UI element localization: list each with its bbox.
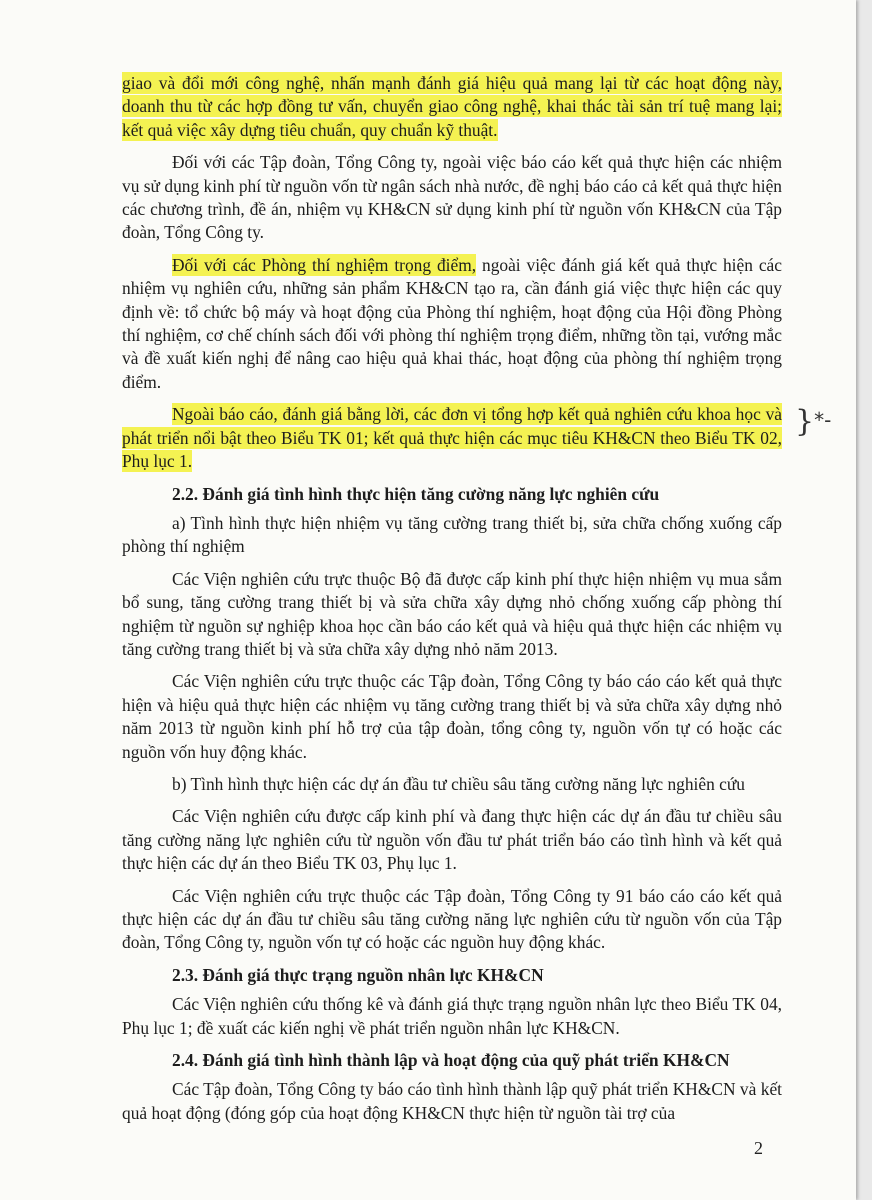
paragraph-item-b: b) Tình hình thực hiện các dự án đầu tư chiều sâu tăng cường năng lực nghiên cứu <box>172 773 745 794</box>
paragraph-key-labs <box>122 254 782 394</box>
page-number: 2 <box>754 1138 763 1158</box>
paragraph-development-fund: Các Tập đoàn, Tổng Công ty báo cáo tình hình thành lập quỹ phát triển KH&CN và kết quả hoạt động (đóng góp của hoạt động KH&CN thực hiện từ nguồn tài trợ của <box>122 1079 782 1123</box>
brace-mark: } <box>795 404 815 439</box>
paragraph-report-forms <box>122 403 782 473</box>
highlighted-text: Đối với các Phòng thí nghiệm trọng điểm, <box>172 254 477 275</box>
document-body <box>122 72 782 1134</box>
section-heading-2-2: 2.2. Đánh giá tình hình thực hiện tăng cường năng lực nghiên cứu <box>172 483 660 504</box>
section-heading-2-4: 2.4. Đánh giá tình hình thành lập và hoạt động của quỹ phát triển KH&CN <box>172 1050 730 1071</box>
margin-note-text: *- <box>814 408 832 432</box>
highlighted-text: Ngoài báo cáo, đánh giá bằng lời, các đơn vị tổng hợp kết quả nghiên cứu khoa học và phát triển nổi bật theo Biểu TK 01; kết quả thực hiện các mục tiêu KH&CN theo Biểu TK 02, Phụ lục 1. <box>122 404 782 472</box>
paragraph-text: ngoài việc đánh giá kết quả thực hiện các nhiệm vụ nghiên cứu, những sản phẩm KH&CN tạo ra, cần đánh giá việc thực hiện các quy định về: tổ chức bộ máy và hoạt động của Phòng thí nghiệm, hoạt động của Hội đồng Phòng thí nghiệm, cơ chế chính sách đối với phòng thí nghiệm trọng điểm, những tồn tại, vướng mắc và đề xuất kiến nghị để nâng cao hiệu quả khai thác, hoạt động của phòng thí nghiệm trọng điểm. <box>122 254 782 392</box>
paragraph-group-institutes: Các Viện nghiên cứu trực thuộc các Tập đoàn, Tổng Công ty báo cáo cáo kết quả thực hiện và hiệu quả thực hiện các nhiệm vụ tăng cường trang thiết bị và sửa chữa xây dựng nhỏ năm 2013 từ nguồn kinh phí hỗ trợ của tập đoàn, tổng công ty, nguồn vốn tự có hoặc các nguồn vốn huy động khác. <box>122 671 782 762</box>
handwritten-margin-note <box>795 404 831 439</box>
paragraph-item-a: a) Tình hình thực hiện nhiệm vụ tăng cường trang thiết bị, sửa chữa chống xuống cấp phòng thí nghiệm <box>122 512 782 557</box>
paragraph-investment-projects: Các Viện nghiên cứu được cấp kinh phí và đang thực hiện các dự án đầu tư chiều sâu tăng cường năng lực nghiên cứu từ nguồn vốn đầu tư phát triển báo cáo tình hình và kết quả thực hiện các dự án theo Biểu TK 03, Phụ lục 1. <box>122 806 782 874</box>
highlighted-text: giao và đổi mới công nghệ, nhấn mạnh đánh giá hiệu quả mang lại từ các hoạt động này, doanh thu từ các hợp đồng tư vấn, chuyển giao công nghệ, khai thác tài sản trí tuệ mang lại; kết quả việc xây dựng tiêu chuẩn, quy chuẩn kỹ thuật. <box>122 73 782 140</box>
paragraph-group-projects: Các Viện nghiên cứu trực thuộc các Tập đoàn, Tổng Công ty 91 báo cáo cáo kết quả thực hiện các dự án đầu tư chiều sâu tăng cường năng lực nghiên cứu từ nguồn vốn của Tập đoàn, Tổng Công ty, nguồn vốn tự có hoặc các nguồn huy động khác. <box>122 885 782 953</box>
paragraph-groups: Đối với các Tập đoàn, Tổng Công ty, ngoài việc báo cáo kết quả thực hiện các nhiệm vụ sử dụng kinh phí từ nguồn vốn từ ngân sách nhà nước, đề nghị báo cáo cả kết quả thực hiện các chương trình, đề án, nhiệm vụ KH&CN sử dụng kinh phí từ nguồn vốn KH&CN của Tập đoàn, Tổng Công ty. <box>122 152 782 243</box>
paragraph-human-resources: Các Viện nghiên cứu thống kê và đánh giá thực trạng nguồn nhân lực theo Biểu TK 04, Phụ lục 1; đề xuất các kiến nghị về phát triển nguồn nhân lực KH&CN. <box>122 994 782 1038</box>
paragraph-continuation <box>122 72 782 142</box>
paragraph-ministry-institutes: Các Viện nghiên cứu trực thuộc Bộ đã được cấp kinh phí thực hiện nhiệm vụ mua sắm bổ sung, tăng cường trang thiết bị và sửa chữa xây dựng nhỏ chống xuống cấp phòng thí nghiệm từ nguồn sự nghiệp khoa học cần báo cáo kết quả và hiệu quả thực hiện các nhiệm vụ tăng cường trang thiết bị và sửa chữa xây dựng nhỏ năm 2013. <box>122 568 782 659</box>
section-heading-2-3: 2.3. Đánh giá thực trạng nguồn nhân lực KH&CN <box>172 964 544 985</box>
